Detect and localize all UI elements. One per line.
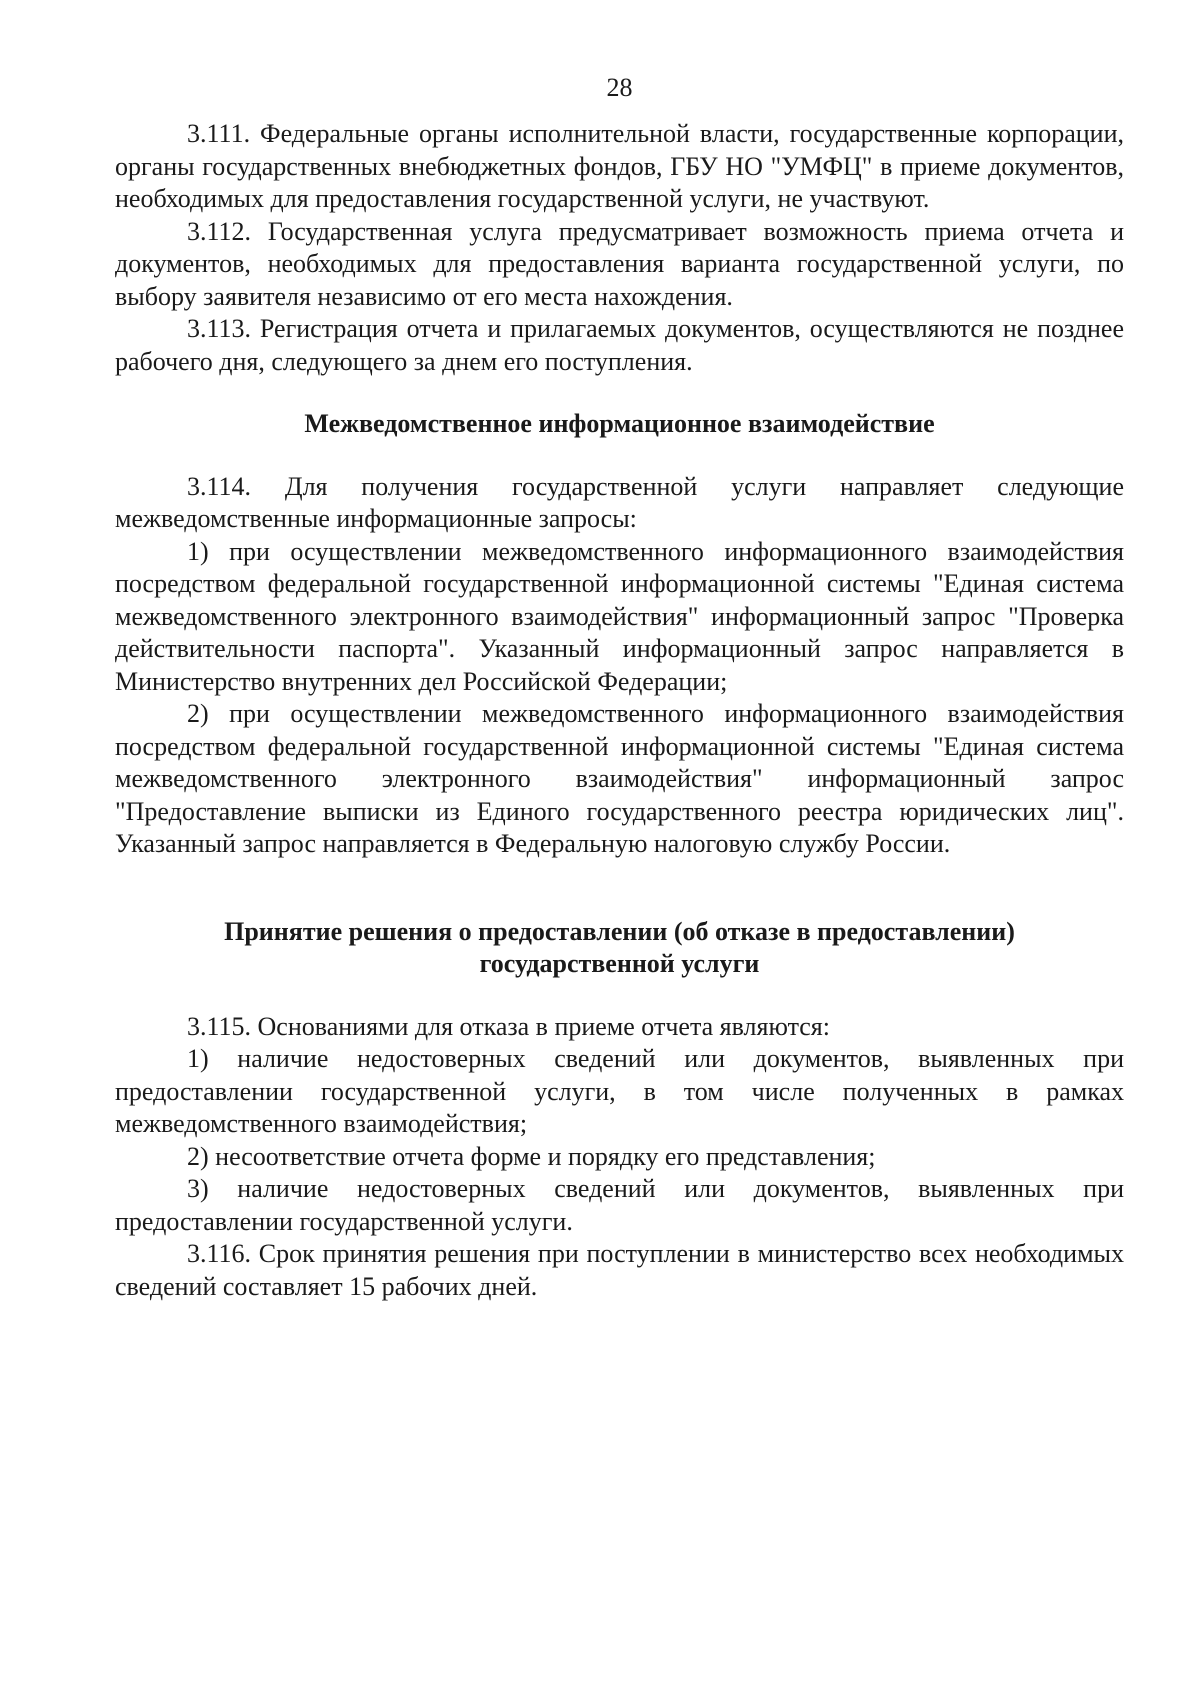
refusal-reason-3: 3) наличие недостоверных сведений или документов, выявленных при предоставлении государственной услуги. <box>115 1174 1124 1236</box>
paragraph-3-116: 3.116. Срок принятия решения при поступлении в министерство всех необходимых сведений составляет 15 рабочих дней. <box>115 1239 1124 1301</box>
paragraph-3-112: 3.112. Государственная услуга предусматривает возможность приема отчета и документов, необходимых для предоставления варианта государственной услуги, по выбору заявителя независимо от его места нахождения. <box>115 216 1124 311</box>
paragraph-3-114: 3.114. Для получения государственной услуги направляет следующие межведомственные информационные запросы: <box>115 471 1124 533</box>
refusal-reason-2: 2) несоответствие отчета форме и порядку его представления; <box>187 1141 876 1171</box>
section-heading-decision-line2: государственной услуги <box>479 949 760 978</box>
list-item-1-passport-check: 1) при осуществлении межведомственного информационного взаимодействия посредством федеральной государственной информационной системы "Единая система межведомственного электронного взаимодействия" информационный запрос "Проверка действительности паспорта". Указанный информационный запрос направляется в Министерство внутренних дел Российской Федерации; <box>115 536 1124 696</box>
section-heading-interagency: Межведомственное информационное взаимодействие <box>304 409 935 438</box>
paragraph-3-113: 3.113. Регистрация отчета и прилагаемых документов, осуществляются не позднее рабочего дня, следующего за днем его поступления. <box>115 314 1124 376</box>
list-item-2-egrul-extract: 2) при осуществлении межведомственного информационного взаимодействия посредством федеральной государственной информационной системы "Единая система межведомственного электронного взаимодействия" информационный запрос "Предоставление выписки из Единого государственного реестра юридических лиц". Указанный запрос направляется в Федеральную налоговую службу России. <box>115 699 1124 858</box>
page-number: 28 <box>606 73 633 102</box>
paragraph-3-111: 3.111. Федеральные органы исполнительной власти, государственные корпорации, органы государственных внебюджетных фондов, ГБУ НО "УМФЦ" в приеме документов, необходимых для предоставления государственной услуги, не участвуют. <box>115 119 1124 213</box>
paragraph-3-115: 3.115. Основаниями для отказа в приеме отчета являются: <box>187 1011 830 1041</box>
section-heading-decision-line1: Принятие решения о предоставлении (об отказе в предоставлении) <box>224 916 1015 946</box>
refusal-reason-1: 1) наличие недостоверных сведений или документов, выявленных при предоставлении государственной услуги, в том числе полученных в рамках межведомственного взаимодействия; <box>115 1044 1124 1138</box>
section-heading-decision <box>115 916 1124 981</box>
